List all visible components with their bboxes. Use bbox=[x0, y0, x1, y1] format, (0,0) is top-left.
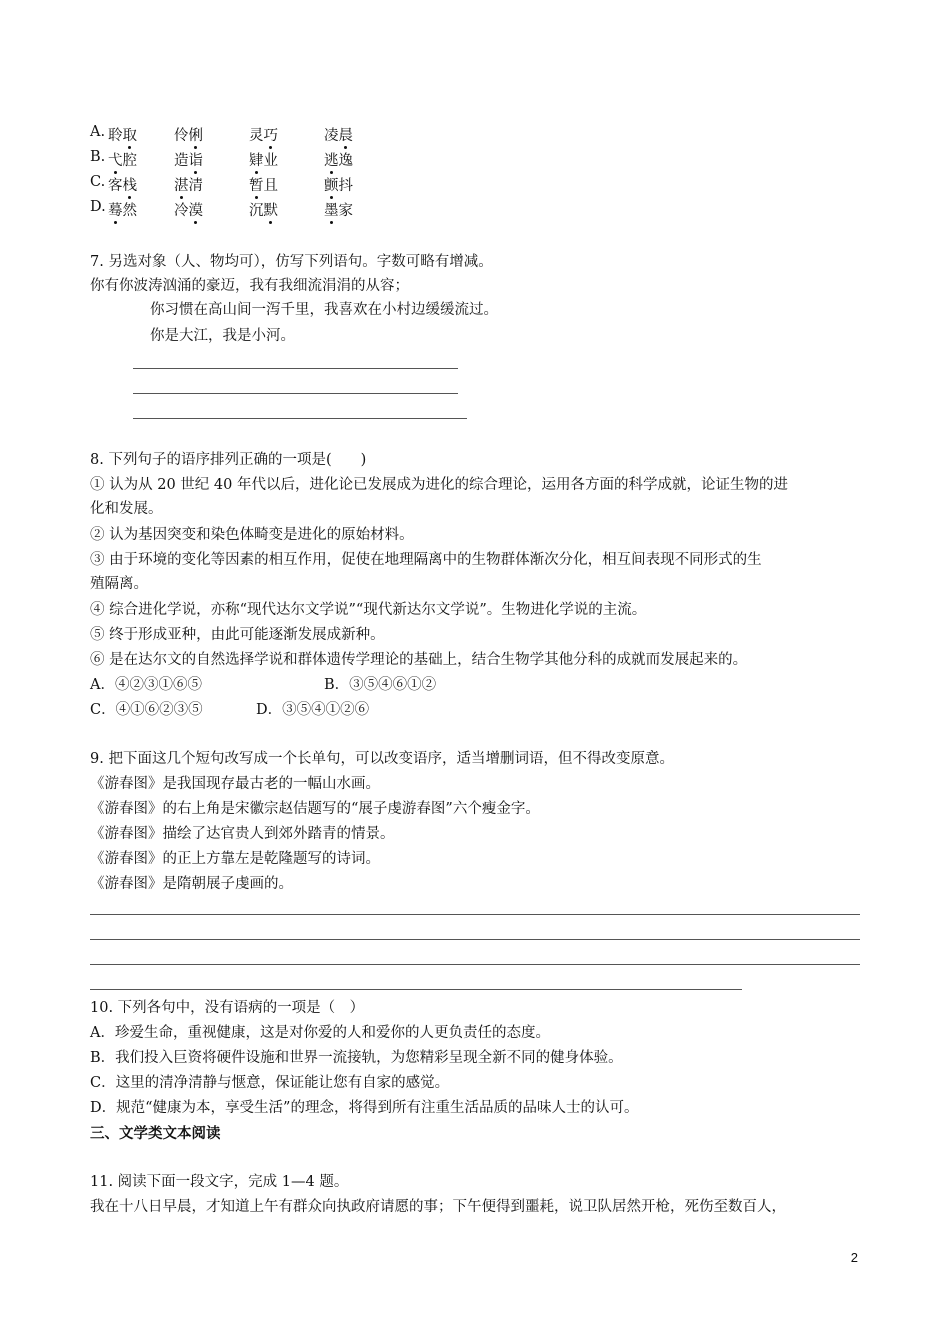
answer-line[interactable] bbox=[133, 418, 467, 419]
question-10-option-c: C．这里的清净清静与惬意，保证能让您有自家的感觉。 bbox=[90, 1075, 450, 1091]
word-part: 抖 bbox=[338, 178, 353, 194]
option-word bbox=[174, 174, 203, 195]
question-8-sentence-3-cont: 殖隔离。 bbox=[90, 576, 148, 592]
option-word bbox=[108, 124, 137, 145]
question-7-line-2: 你习惯在高山间一泻千里，我喜欢在小村边缓缓流过。 bbox=[150, 302, 498, 318]
question-8-option-d: D．③⑤④①②⑥ bbox=[256, 702, 370, 718]
question-10-title: 10. 下列各句中，没有语病的一项是（ ） bbox=[90, 1000, 365, 1016]
answer-line[interactable] bbox=[133, 393, 458, 394]
question-8-title: 8. 下列句子的语序排列正确的一项是( ) bbox=[90, 452, 367, 468]
word-part: 腔 bbox=[122, 153, 137, 169]
word-part: 灵 bbox=[249, 128, 264, 144]
word-part: 伶 bbox=[174, 128, 189, 144]
question-7-line-1: 你有你波涛汹涌的豪迈，我有我细流涓涓的从容； bbox=[90, 278, 409, 294]
word-part: 清 bbox=[188, 178, 203, 194]
question-9-sentence-2: 《游春图》的右上角是宋徽宗赵佶题写的“展子虔游春图”六个瘦金字。 bbox=[90, 801, 540, 817]
emphasized-character: 蓦 bbox=[108, 203, 123, 219]
question-10-option-b: B．我们投入巨资将硬件设施和世界一流接轨，为您精彩呈现全新不同的健身体验。 bbox=[90, 1050, 623, 1066]
emphasized-character: 湛 bbox=[174, 178, 189, 194]
emphasized-character: 弋 bbox=[108, 153, 123, 169]
option-label: D. bbox=[90, 199, 106, 215]
emphasized-character: 巧 bbox=[263, 128, 278, 144]
option-word bbox=[249, 174, 278, 195]
option-word bbox=[174, 124, 203, 145]
section-heading: 三、文学类文本阅读 bbox=[90, 1125, 221, 1142]
question-11-paragraph: 我在十八日早晨，才知道上午有群众向执政府请愿的事；下午便得到噩耗，说卫队居然开枪，死伤至数百人， bbox=[90, 1199, 786, 1215]
answer-line[interactable] bbox=[90, 914, 860, 915]
word-part: 冷 bbox=[174, 203, 189, 219]
emphasized-character: 取 bbox=[122, 128, 137, 144]
answer-line[interactable] bbox=[90, 989, 742, 990]
page-number: 2 bbox=[850, 1250, 858, 1265]
option-word bbox=[324, 124, 353, 145]
emphasized-character: 漠 bbox=[188, 203, 203, 219]
question-9-sentence-5: 《游春图》是隋朝展子虔画的。 bbox=[90, 876, 293, 892]
question-9-sentence-3: 《游春图》描绘了达官贵人到郊外踏青的情景。 bbox=[90, 826, 395, 842]
emphasized-character: 墨 bbox=[324, 203, 339, 219]
emphasized-character: 诣 bbox=[188, 153, 203, 169]
question-11-title: 11. 阅读下面一段文字，完成 1—4 题。 bbox=[90, 1174, 349, 1190]
question-8-sentence-1: ① 认为从 20 世纪 40 年代以后，进化论已发展成为进化的综合理论，运用各方面的科学成就，论证生物的进 bbox=[90, 477, 788, 493]
option-label: B. bbox=[90, 149, 106, 165]
option-word bbox=[249, 124, 278, 145]
word-part: 聆 bbox=[108, 128, 123, 144]
option-word bbox=[108, 149, 137, 170]
question-9-sentence-1: 《游春图》是我国现存最古老的一幅山水画。 bbox=[90, 776, 380, 792]
question-10-option-d: D．规范“健康为本，享受生活”的理念，将得到所有注重生活品质的品味人士的认可。 bbox=[90, 1100, 639, 1116]
option-label: A. bbox=[90, 124, 106, 140]
option-word bbox=[324, 199, 353, 220]
word-part: 造 bbox=[174, 153, 189, 169]
answer-line[interactable] bbox=[90, 939, 860, 940]
option-word bbox=[249, 149, 278, 170]
word-part: 客 bbox=[108, 178, 123, 194]
word-part: 沉 bbox=[249, 203, 264, 219]
word-part: 业 bbox=[263, 153, 278, 169]
question-8-option-c: C．④①⑥②③⑤ bbox=[90, 702, 203, 718]
answer-line[interactable] bbox=[133, 368, 458, 369]
emphasized-character: 晨 bbox=[338, 128, 353, 144]
emphasized-character: 俐 bbox=[188, 128, 203, 144]
question-7-title: 7. 另选对象（人、物均可），仿写下列语句。字数可略有增减。 bbox=[90, 254, 493, 270]
emphasized-character: 逃 bbox=[324, 153, 339, 169]
question-7-line-3: 你是大江，我是小河。 bbox=[150, 328, 295, 344]
question-8-option-a: A．④②③①⑥⑤ bbox=[90, 677, 202, 693]
option-word bbox=[324, 174, 353, 195]
emphasized-character: 栈 bbox=[122, 178, 137, 194]
answer-line[interactable] bbox=[90, 964, 860, 965]
emphasized-character: 默 bbox=[263, 203, 278, 219]
question-8-sentence-6: ⑥ 是在达尔文的自然选择学说和群体遗传学理论的基础上，结合生物学其他分科的成就而发展起来的。 bbox=[90, 652, 748, 668]
question-8-option-b: B．③⑤④⑥①② bbox=[324, 677, 437, 693]
word-part: 逸 bbox=[338, 153, 353, 169]
word-part: 家 bbox=[338, 203, 353, 219]
word-part: 然 bbox=[122, 203, 137, 219]
option-word bbox=[108, 199, 137, 220]
word-part: 且 bbox=[263, 178, 278, 194]
option-word bbox=[108, 174, 137, 195]
word-part: 凌 bbox=[324, 128, 339, 144]
question-8-sentence-5: ⑤ 终于形成亚种，由此可能逐渐发展成新种。 bbox=[90, 627, 385, 643]
option-word bbox=[249, 199, 278, 220]
emphasized-character: 颤 bbox=[324, 178, 339, 194]
question-8-sentence-3: ③ 由于环境的变化等因素的相互作用，促使在地理隔离中的生物群体渐次分化，相互间表现不同形式的生 bbox=[90, 552, 762, 568]
emphasized-character: 暂 bbox=[249, 178, 264, 194]
question-9-sentence-4: 《游春图》的正上方靠左是乾隆题写的诗词。 bbox=[90, 851, 380, 867]
question-8-sentence-2: ② 认为基因突变和染色体畸变是进化的原始材料。 bbox=[90, 527, 414, 543]
option-word bbox=[174, 199, 203, 220]
question-8-sentence-4: ④ 综合进化学说，亦称“现代达尔文学说”“现代新达尔文学说”。生物进化学说的主流。 bbox=[90, 602, 647, 618]
option-word bbox=[324, 149, 353, 170]
option-label: C. bbox=[90, 174, 106, 190]
question-9-title: 9. 把下面这几个短句改写成一个长单句，可以改变语序，适当增删词语，但不得改变原意。 bbox=[90, 751, 674, 767]
emphasized-character: 肄 bbox=[249, 153, 264, 169]
option-word bbox=[174, 149, 203, 170]
question-8-sentence-1-cont: 化和发展。 bbox=[90, 501, 163, 517]
question-10-option-a: A．珍爱生命，重视健康，这是对你爱的人和爱你的人更负责任的态度。 bbox=[90, 1025, 550, 1041]
